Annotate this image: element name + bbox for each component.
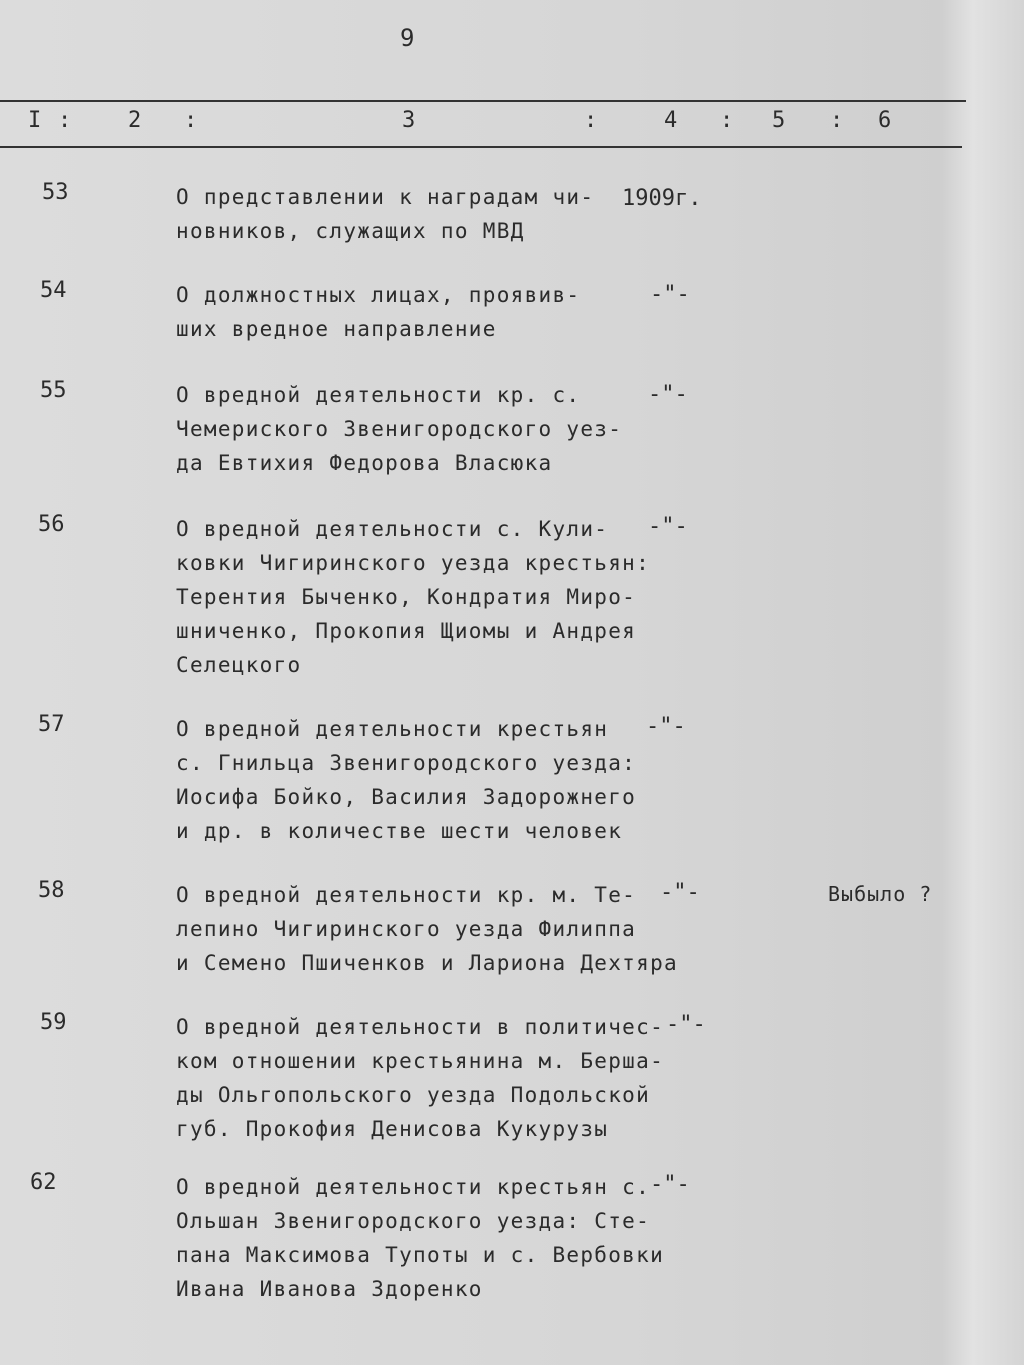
entry-date: -"- xyxy=(650,282,690,307)
entry-title-line: Иосифа Бойко, Василия Задорожнего xyxy=(176,785,637,809)
column-header-2: 2 xyxy=(128,108,142,133)
entry-title-line: Ольшан Звенигородского уезда: Сте- xyxy=(176,1209,651,1233)
entry-number: 53 xyxy=(42,180,69,205)
entry-title-line: новников, служащих по МВД xyxy=(176,219,525,243)
entry-date: -"- xyxy=(650,1172,690,1197)
entry-title xyxy=(176,512,656,682)
entry-title-line: ших вредное направление xyxy=(176,317,497,341)
header-top-rule xyxy=(0,100,966,102)
entry-title-line: ды Ольгопольского уезда Подольской xyxy=(176,1083,651,1107)
entry-title-line: О должностных лицах, проявив- xyxy=(176,283,581,307)
entry-date: -"- xyxy=(648,514,688,539)
entry-title xyxy=(176,1010,665,1146)
entry-title-line: О вредной деятельности кр. м. Те- xyxy=(176,883,637,907)
entry-title-line: с. Гнильца Звенигородского уезда: xyxy=(176,751,637,775)
entry-title-line: пана Максимова Тупоты и с. Вербовки xyxy=(176,1243,665,1267)
column-header-separator: : xyxy=(720,108,734,133)
entry-number: 56 xyxy=(38,512,65,537)
page-number: 9 xyxy=(400,24,415,52)
entry-number: 62 xyxy=(30,1170,57,1195)
entry-title xyxy=(176,1170,665,1306)
entry-date: -"- xyxy=(660,880,700,905)
entry-title xyxy=(176,278,656,346)
entry-title-line: О вредной деятельности крестьян с. xyxy=(176,1175,651,1199)
column-header-4: 4 xyxy=(664,108,678,133)
column-header-separator: : xyxy=(184,108,198,133)
entry-title-line: О вредной деятельности с. Кули- xyxy=(176,517,609,541)
entry-date: -"- xyxy=(646,714,686,739)
entry-title-line: лепино Чигиринского уезда Филиппа xyxy=(176,917,637,941)
entry-number: 58 xyxy=(38,878,65,903)
entry-title-line: ком отношении крестьянина м. Берша- xyxy=(176,1049,665,1073)
entry-date: 1909г. xyxy=(622,186,702,211)
entry-date: -"- xyxy=(648,382,688,407)
entry-title xyxy=(176,180,656,248)
entry-title-line: О вредной деятельности крестьян xyxy=(176,717,609,741)
entry-title-line: О вредной деятельности в политичес- xyxy=(176,1015,665,1039)
entry-title-line: ковки Чигиринского уезда крестьян: xyxy=(176,551,651,575)
entry-title-line: Селецкого xyxy=(176,653,302,677)
entry-date: -"- xyxy=(666,1012,706,1037)
entry-note: Выбыло ? xyxy=(828,882,933,906)
entry-title-line: и Семено Пшиченков и Лариона Дехтяра xyxy=(176,951,678,975)
entry-title-line: и др. в количестве шести человек xyxy=(176,819,623,843)
entry-title-line: О вредной деятельности кр. с. xyxy=(176,383,581,407)
column-header-separator: : xyxy=(830,108,844,133)
column-header-6: 6 xyxy=(878,108,892,133)
entry-number: 54 xyxy=(40,278,67,303)
entry-title-line: Чемериского Звенигородского уез- xyxy=(176,417,623,441)
column-header-separator: : xyxy=(58,108,72,133)
entry-title-line: да Евтихия Федорова Власюка xyxy=(176,451,553,475)
entry-title xyxy=(176,712,656,848)
entry-number: 59 xyxy=(40,1010,67,1035)
header-bottom-rule xyxy=(0,146,962,148)
column-header-1: I xyxy=(28,108,42,133)
entry-title-line: губ. Прокофия Денисова Кукурузы xyxy=(176,1117,609,1141)
entry-title xyxy=(176,878,678,980)
entry-title xyxy=(176,378,656,480)
entry-title-line: Терентия Быченко, Кондратия Миро- xyxy=(176,585,637,609)
entry-title-line: Ивана Иванова Здоренко xyxy=(176,1277,483,1301)
entry-number: 57 xyxy=(38,712,65,737)
entry-number: 55 xyxy=(40,378,67,403)
column-header-separator: : xyxy=(584,108,598,133)
entry-title-line: О представлении к наградам чи- xyxy=(176,185,595,209)
entry-title-line: шниченко, Прокопия Щиомы и Андрея xyxy=(176,619,637,643)
column-header-5: 5 xyxy=(772,108,786,133)
column-header-3: 3 xyxy=(402,108,416,133)
